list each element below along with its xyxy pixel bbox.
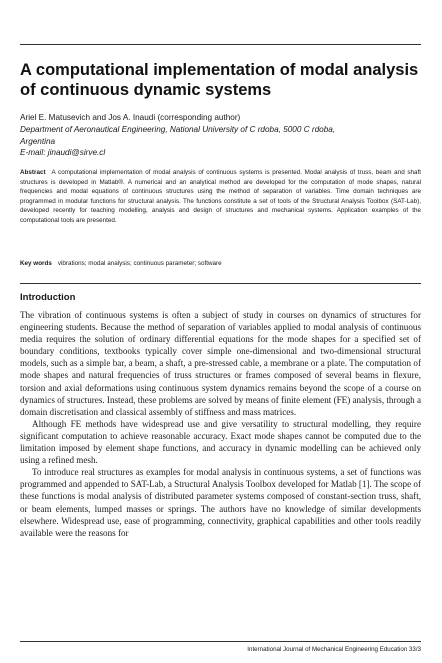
affiliation-line-1: Department of Aeronautical Engineering, National University of C rdoba, 5000 C rdoba, <box>20 125 336 134</box>
keywords-label: Key words <box>20 260 52 267</box>
footer-rule <box>20 641 421 642</box>
keywords <box>20 259 421 269</box>
keywords-text: vibrations; modal analysis; continuous parameter; software <box>57 260 222 267</box>
paragraph: Although FE methods have widespread use and give versatility to structural modelling, they require significant computation to achieve reasonable accuracy. Exact mode shapes cannot be computed due to the limitation imposed by element shape functions, and accuracy in dynamic modelling can be achieved only using a refined mesh. <box>20 418 421 466</box>
journal-footer: International Journal of Mechanical Engineering Education 33/3 <box>247 646 421 653</box>
top-rule <box>20 44 421 45</box>
affiliation <box>20 124 420 159</box>
authors: Ariel E. Matusevich and Jos A. Inaudi (corresponding author) <box>20 113 241 122</box>
abstract-label: Abstract <box>20 169 46 176</box>
section-rule <box>20 283 421 284</box>
section-heading-introduction: Introduction <box>20 292 76 303</box>
paragraph: The vibration of continuous systems is often a subject of study in courses on dynamics of structures for engineering students. Because the method of separation of variables applied to modal analysis of continuous media requires the solution of ordinary differential equations for the mode shapes for a specified set of boundary conditions, textbooks typically cover simple one-dimensional and two-dimensional structural models, such as a simple bar, a beam, a shaft, a pre-stressed cable, a membrane or a plate. The computation of mode shapes and natural frequencies of truss structures or frames composed of several beams in flexure, torsion and axial deformations using continuous system dynamics remains beyond the scope of a course on dynamics of structures. Instead, these problems are solved by means of finite element (FE) analysis, through a domain discretisation and classical assembly of stiffness and mass matrices. <box>20 310 421 417</box>
body-text <box>20 309 421 539</box>
abstract <box>20 168 421 226</box>
paragraph: To introduce real structures as examples for modal analysis in continuous systems, a set of functions was programmed and appended to SAT-Lab, a Structural Analysis Toolbox developed for Matlab [1]. The scope of these functions is modal analysis of distributed parameter systems composed of constant-section truss, shaft, or beam elements, lumped masses or springs. The authors have no knowledge of similar developments elsewhere. Widespread use, ease of programming, connectivity, graphical capabilities and other tools readily available were the reasons for <box>20 467 421 538</box>
abstract-text: A computational implementation of modal analysis of continuous systems is presented. Modal analysis of truss, beam and shaft structures is developed in Matlab®. A numerical and an analytical method are developed for the computation of mode shapes, natural frequencies and modal equations of continuous structures using the method of separation of variables. Time domain techniques are programmed in modular functions for structural analysis. The functions constitute a set of tools of the Structural Analysis Toolbox (SAT-Lab), developed recently for teaching modelling, analysis and design of structures and mechanical systems. Application examples of the computational tools are presented. <box>20 169 421 224</box>
email: E-mail: jinaudi@sirve.cl <box>20 148 106 157</box>
paper-title: A computational implementation of modal analysis of continuous dynamic systems <box>20 61 419 99</box>
affiliation-line-2: Argentina <box>20 136 56 146</box>
